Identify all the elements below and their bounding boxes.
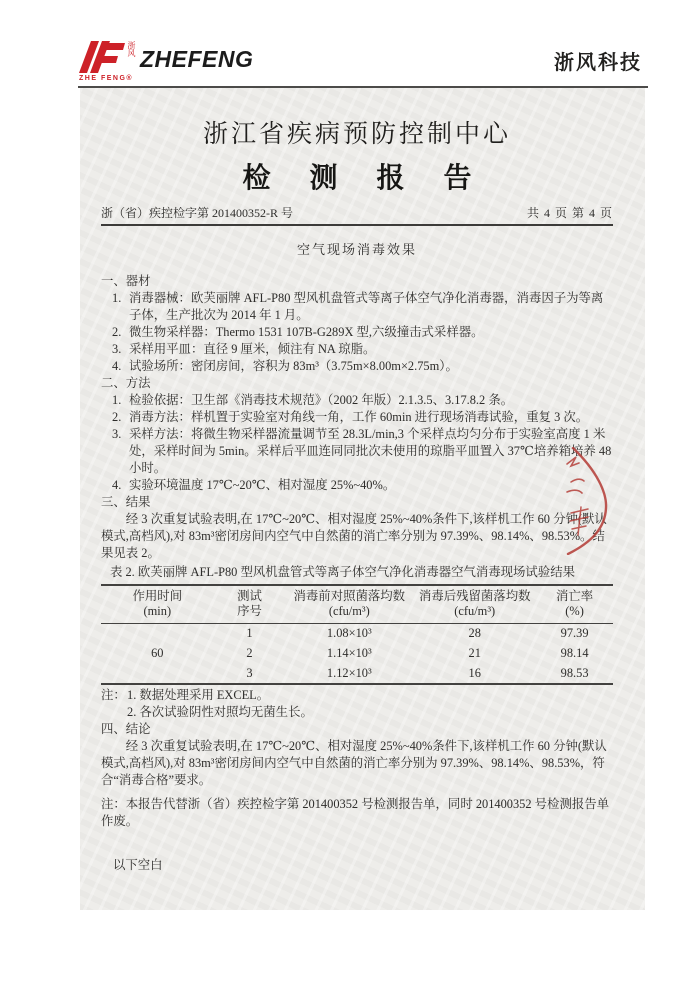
col-duration: 作用时间 (min) <box>101 585 214 624</box>
logo-subtext: ZHE FENG® <box>79 75 134 82</box>
col-kill-rate: 消亡率 (%) <box>536 585 613 624</box>
page-count: 共 4 页 第 4 页 <box>526 206 613 220</box>
table-row <box>101 624 613 644</box>
item-text: 消毒器械：欧芙丽牌 AFL-P80 型风机盘管式等离子体空气净化消毒器，消毒因子为等离子体，生产批次为 2014 年 1 月。 <box>129 291 604 322</box>
cell-rate: 98.14 <box>560 646 589 660</box>
cell-seq: 1 <box>246 626 253 641</box>
item-number: 4. <box>112 359 122 373</box>
table-notes <box>101 687 613 721</box>
report-content <box>80 88 645 874</box>
logo-wordmark: ZHEFENG <box>140 46 254 72</box>
cell-after: 21 <box>468 646 481 660</box>
list-item <box>101 477 613 494</box>
cell-before: 1.14×10³ <box>326 646 372 660</box>
company-name-cn: 浙风科技 <box>554 52 642 74</box>
item-text: 采样用平皿：直径 9 厘米，倾注有 NA 琼脂。 <box>129 342 376 356</box>
item-text: 试验场所：密闭房间，容积为 83m³（3.75m×8.00m×2.75m）。 <box>129 359 458 373</box>
item-number: 2. <box>112 325 122 339</box>
note-label: 注： <box>101 687 126 702</box>
document-number: 浙（省）疾控检字第 201400352-R 号 <box>101 206 294 220</box>
item-text: 采样方法：将微生物采样器流量调节至 28.3L/min,3 个采样点均匀分布于实验室高度 1 米处，采样时间为 5min。采样后平皿连同同批次未使用的琼脂平皿置入 37℃培养箱培养 48 小时。 <box>129 427 612 475</box>
heading-methods: 二、方法 <box>101 376 151 390</box>
results-table <box>101 584 613 685</box>
item-text: 消毒方法：样机置于实验室对角线一角，工作 60min 进行现场消毒试验，重复 3 次。 <box>129 410 589 424</box>
zhefeng-logo-icon <box>78 40 130 74</box>
note-text: 1. 数据处理采用 EXCEL。 <box>127 687 270 702</box>
cell-before: 1.08×10³ <box>326 626 372 641</box>
cell-rate: 98.53 <box>560 665 589 680</box>
issuing-org-title: 浙江省疾病预防控制中心 <box>202 121 511 148</box>
list-item <box>101 392 613 409</box>
letterhead <box>78 38 648 86</box>
scanned-paper <box>80 88 645 910</box>
heading-materials: 一、器材 <box>101 274 151 288</box>
col-test-seq: 测试 序号 <box>214 585 286 624</box>
note-text: 2. 各次试验阴性对照均无菌生长。 <box>127 704 313 719</box>
col-before-count: 消毒前对照菌落均数 (cfu/m³) <box>285 585 413 624</box>
list-item <box>101 426 613 477</box>
table-header-row <box>101 585 613 624</box>
logo-side-text: 浙风 <box>127 41 136 57</box>
cell-after: 16 <box>468 665 481 680</box>
item-number: 3. <box>112 427 122 441</box>
item-number: 1. <box>112 393 122 407</box>
conclusion-paragraph: 经 3 次重复试验表明,在 17℃~20℃、相对湿度 25%~40%条件下,该样机工作 60 分钟(默认模式,高档风),对 83m³密闭房间内空气中自然菌的消亡率分别为 97.39%、98.14%、98.53%，符合“消毒合格”要求。 <box>101 738 607 787</box>
item-text: 实验环境温度 17℃~20℃、相对湿度 25%~40%。 <box>129 478 396 492</box>
cell-before: 1.12×10³ <box>326 665 372 680</box>
company-logo <box>78 40 254 86</box>
report-section-title: 空气现场消毒效果 <box>296 242 417 257</box>
cell-duration: 60 <box>151 645 164 660</box>
table-caption: 表 2. 欧芙丽牌 AFL-P80 型风机盘管式等离子体空气净化消毒器空气消毒现场试验结果 <box>110 565 575 579</box>
item-text: 检验依据：卫生部《消毒技术规范》（2002 年版）2.1.3.5、3.17.8.2 条。 <box>129 393 514 407</box>
report-body <box>101 273 613 874</box>
item-number: 2. <box>112 410 122 424</box>
list-item <box>101 409 613 426</box>
cell-rate: 97.39 <box>560 626 589 641</box>
list-item <box>101 290 613 324</box>
cell-seq: 2 <box>246 646 253 660</box>
item-number: 4. <box>112 478 122 492</box>
replacement-note: 注：本报告代替浙（省）疾控检字第 201400352 号检测报告单，同时 201400352 号检测报告单作废。 <box>101 796 610 828</box>
list-item <box>101 341 613 358</box>
col-after-count: 消毒后残留菌落均数 (cfu/m³) <box>413 585 536 624</box>
cell-seq: 3 <box>246 665 253 680</box>
item-number: 1. <box>112 291 122 305</box>
heading-results: 三、结果 <box>101 495 151 509</box>
blank-below-mark: 以下空白 <box>113 857 163 872</box>
title-rule <box>101 224 613 226</box>
item-number: 3. <box>112 342 122 356</box>
list-item <box>101 324 613 341</box>
document-number-row <box>101 204 613 221</box>
results-paragraph: 经 3 次重复试验表明,在 17℃~20℃、相对湿度 25%~40%条件下,该样机工作 60 分钟(默认模式,高档风),对 83m³密闭房间内空气中自然菌的消亡率分别为 97.39%、98.14%、98.53%。结果见表 2。 <box>101 512 607 560</box>
item-text: 微生物采样器：Thermo 1531 107B-G289X 型,六级撞击式采样器。 <box>129 325 484 339</box>
report-title: 检 测 报 告 <box>242 163 488 194</box>
heading-conclusion: 四、结论 <box>101 721 151 736</box>
list-item <box>101 358 613 375</box>
cell-after: 28 <box>468 626 481 641</box>
